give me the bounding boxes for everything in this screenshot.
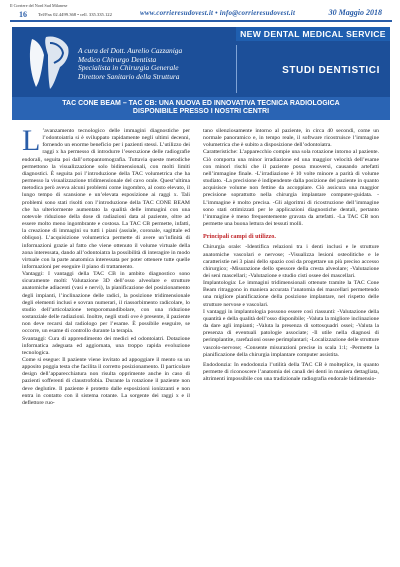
paragraph: Vantaggi: I vantaggi della TAC CB in ambito diagnostico sono sicuramente molti: Valutazione 3D dell’osso alveolare e strutture anatomiche adiacenti (vasi e nervi), la pianificazione del posizionamento degli impianti, l’inclinazione delle radici, la posizione tridimensionale degli elementi inclusi e sovran numerari, il riassorbimento radicolare, lo studio dell’articolazione temporomandibolare, con una riduzione sostanziale delle radiazioni. Inoltre, negli studi ove è presente, il paziente non deve recarsi dal radiologo per l’esame. È possibile eseguire, se occorre, un esame di controllo durante la terapia. <box>22 271 190 335</box>
paragraph: tano silenziosamente intorno al paziente, in circa 40 secondi, come un normale panoramico e, in tempo reale, il software ricostruisce l’immagine volumetrica che è subito a disposizione dell’odontoiatra. <box>203 128 379 149</box>
drop-cap: L <box>22 124 41 157</box>
contact-phone: Tel/Fax 02.4499.368 • cell. 335.335.122 <box>38 12 112 17</box>
paragraph: Caratteristiche: L’apparecchio compie una sola rotazione intorno al paziente. Ciò comporta una minor irradiazione ed una maggior velocità dell’esame con minori rischi che il paziente possa muoversi, causando artefatti nell’immagine finale. -L’irradiazione è 10 volte minore a parità di volume studiato. -La precisione è indipendente dalla posizione del paziente in quanto acquisisce volume non fettine da accoppiare. Ciò assicura una maggior precisione soprattutto nella chirurgia implantare computer-guidata. -L’immagine è molto precisa. -Gli algoritmi di ricostruzione dell’immagine sono stati ottimizzati per le applicazioni diagnostiche dentali, pertanto l’immagine è meno frequentemente gravata da artefatti. -La TAC CB non permette una buona lettura dei tessuti molli. <box>203 149 379 228</box>
section-heading: Principali campi di utilizzo. <box>203 233 276 241</box>
article-column-right <box>203 128 379 383</box>
top-divider <box>10 20 392 22</box>
header-banner <box>12 27 390 97</box>
publication-name <box>10 4 67 9</box>
headline-line: TAC CONE BEAM – TAC CB: UNA NUOVA ED INNOVATIVA TECNICA RADIOLOGICA <box>62 100 340 107</box>
article-column-left <box>22 124 190 407</box>
publication-line: Il Corriere del Nord Sud Milanese <box>10 3 68 8</box>
section-title: STUDI DENTISTICI <box>282 65 380 76</box>
top-bar <box>10 4 392 22</box>
doctor-line: Direttore Sanitario della Struttura <box>78 71 180 81</box>
doctor-line: Specialista in Chirurgia Generale <box>78 63 179 73</box>
paragraph: Chirurgia orale: -Identifica relazioni tra i denti inclusi e le strutture anatomiche vascolari e nervose; -Visualizza lesioni osteolitiche e le caratteristie nei 3 piani dello spazio cosi da progettare un più preciso accesso chirurgico; -Misurazione dello spessore della cresta alveolare; -Valutazione dei seni mascellari; -Valutazione e studio cisti ossee dei mascellari. <box>203 244 379 279</box>
article-headline <box>12 97 390 120</box>
page-number: 16 <box>19 10 27 19</box>
paragraph: I vantaggi in implantologia possono essere così riassunti: -Valutazione della quantità e della qualità dell’osso disponibile; -Valuta la migliore inclinazione da dare agli impianti; -Valuta la presenza di sottosquadri ossei; -Valuta la presenza di eventuali patologie associate; -Il utile nella diagnosi di perimplantite, rarefazioni ossee perimplantari; -Localizzazione delle strutture vascolo-nervose; -Consente misurazioni precise in scala 1:1; -Permette la pianificazione della chirurgia implantare computer assistita. <box>203 308 379 358</box>
header-divider <box>236 45 237 93</box>
clinic-title: NEW DENTAL MEDICAL SERVICE <box>236 27 390 41</box>
paragraph: Endodonzia: In endodonzia l’utilità della TAC CB è molteplice, in quanto permette di riconoscere l’anatomia dei canali dei denti in maniera dettagliata, altrimenti impossibile con una tradizionale radiografia endorale bidimensio- <box>203 361 379 383</box>
paragraph: Implantologia: Le immagini tridimensionali ottenute tramite la TAC Cone Beam ritraggono in maniera accurata l’anatomia dei mascellari permettendo una migliore pianificazione della posizione implantare, nel rispetto delle strutture nervose e vascolari. <box>203 280 379 308</box>
doctor-line: A cura del Dott. Aurelio Cazzaniga <box>78 46 183 55</box>
website-link[interactable]: www.corrieresudovest.it • info@corrieresudovest.it <box>140 9 296 17</box>
paragraph: Svantaggi: Cura di apprendimento dei medici ed odontoiatri. Dotazione informatica adeguata ed aggiornata, una troppo rapida evoluzione tecnologica. <box>22 335 190 356</box>
paragraph-text: ’avanzamento tecnologico delle immagini diagnostiche per l’odontoiatria si è sviluppato rapidamente negli ultimi decenni, fornendo un enorme beneficio per i pazienti stessi. L’utilizzo dei raggi x ha permesso di introdurre l’esecuzione delle radiografie endorali, seguita poi dall’ortopantomografia. Tuttavia queste metodiche permettono la visualizzazione solo bidimensionali, con molti limiti diagnostici. È seguita poi l’introduzione della TAC volumetrica che ha permesso la visualizzazione tridimensionale del cavo orale. Quest’ultima metodica però aveva alcuni problemi come ingombro, al costo elevato, il lungo tempo di scansione e un’elevata esposizione ai raggi x. Tali problemi sono stati risolti con l’introduzione della TAC CONE BEAM che ha ulteriormente aumentato la qualità delle immagini con una notevole riduzione della dose di radiazioni data al paziente, oltre ad essere molto meno ingombrante e costosa. La TAC CB permette, infatti, la creazione di immagini su tutti i piani (assiale, coronale, sagittale ed obliquo). L’acquisizione volumetrica permette di avere un’infinità di informazioni grazie al fatto che viene ottenuto il volume virtuale della zona interessata, dando all’odontoiatra la possibilità di interagire in modo virtuale con la parte anatomica interessata per poter ottenere tutte quelle informazioni per eseguire il piano di trattamento. <box>22 128 190 270</box>
doctor-credits <box>78 47 182 81</box>
doctor-line: Medico Chirurgo Dentista <box>78 54 157 64</box>
tooth-logo-icon <box>26 33 72 91</box>
paragraph: Come si esegue: Il paziente viene invitato ad appoggiare il mento su un apposito poggia testa che facilita il corretto posizionamento. Il particolare design dell’apparecchiatura non risulta opprimente anche in caso di pazienti sofferenti di claustrofobia. Durante la rotazione il paziente non deve deglutire. Il paziente è protetto dalle esposizioni ionizzanti e non entra in contatto con il sistema rotante. La sorgente dei raggi x e il deflettore ruo- <box>22 357 190 406</box>
paragraph <box>22 124 190 271</box>
headline-line: DISPONIBILE PRESSO I NOSTRI CENTRI <box>132 108 270 116</box>
issue-date: 30 Maggio 2018 <box>328 8 382 17</box>
